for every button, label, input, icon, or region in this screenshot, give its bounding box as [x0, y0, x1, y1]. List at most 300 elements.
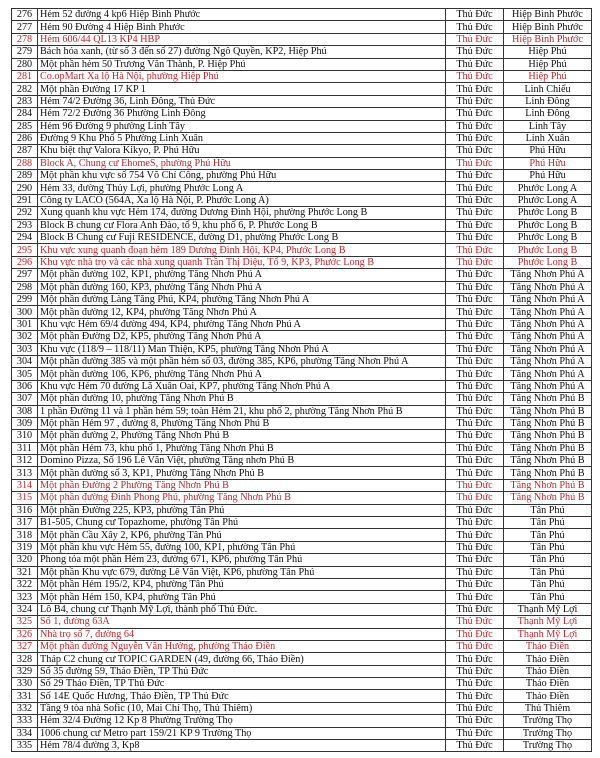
row-number: 319 — [12, 541, 38, 553]
table-row — [12, 207, 592, 219]
ward-cell: Thảo Điền — [504, 653, 592, 665]
district-cell: Thủ Đức — [446, 504, 504, 516]
table-row — [12, 467, 592, 479]
ward-cell: Trường Thọ — [504, 727, 592, 739]
row-number: 295 — [12, 244, 38, 256]
address-cell: Một phần đường 385 và một phần hẻm số 03, đường 385, KP6, phường Tăng Nhơn Phú A — [38, 355, 446, 367]
row-number: 303 — [12, 343, 38, 355]
table-row — [12, 33, 592, 45]
table-row — [12, 306, 592, 318]
address-cell: Block B Chung cư Fuji RESIDENCE, đường D1, phường Phước Long B — [38, 232, 446, 244]
address-cell: Khu vực (118/9 – 118/11) Man Thiện, KP5, phường Tăng Nhơn Phú A — [38, 343, 446, 355]
address-cell: Một phần đường Làng Tăng Phú, KP4, phường Tăng Nhơn Phú A — [38, 293, 446, 305]
row-number: 302 — [12, 331, 38, 343]
table-row — [12, 566, 592, 578]
district-cell: Thủ Đức — [446, 244, 504, 256]
address-cell: Hẻm 90 Đường 4 Hiệp Bình Phước — [38, 21, 446, 33]
address-cell: Khu vực xung quanh đoạn hẻm 189 Dương Đình Hội, KP4, Phước Long B — [38, 244, 446, 256]
ward-cell: Tăng Nhơn Phú A — [504, 318, 592, 330]
row-number: 276 — [12, 9, 38, 21]
row-number: 309 — [12, 417, 38, 429]
address-cell: Một phần đường 10, phường Tăng Nhơn Phú B — [38, 393, 446, 405]
row-number: 300 — [12, 306, 38, 318]
address-cell: Một phần Hẻm 150, KP4, phường Tân Phú — [38, 591, 446, 603]
district-cell: Thủ Đức — [446, 145, 504, 157]
address-cell: Một phần Đường D2, KP5, phường Tăng Nhơn Phú A — [38, 331, 446, 343]
district-cell: Thủ Đức — [446, 653, 504, 665]
table-row — [12, 504, 592, 516]
district-cell: Thủ Đức — [446, 529, 504, 541]
district-cell: Thủ Đức — [446, 170, 504, 182]
table-row — [12, 83, 592, 95]
district-cell: Thủ Đức — [446, 640, 504, 652]
table-row — [12, 430, 592, 442]
ward-cell: Tăng Nhơn Phú B — [504, 492, 592, 504]
table-row — [12, 442, 592, 454]
ward-cell: Linh Xuân — [504, 132, 592, 144]
ward-cell: Hiệp Phú — [504, 70, 592, 82]
row-number: 297 — [12, 269, 38, 281]
row-number: 304 — [12, 355, 38, 367]
table-row — [12, 194, 592, 206]
locations-table — [11, 8, 592, 752]
row-number: 332 — [12, 702, 38, 714]
ward-cell: Tăng Nhơn Phú A — [504, 343, 592, 355]
row-number: 316 — [12, 504, 38, 516]
row-number: 327 — [12, 640, 38, 652]
district-cell: Thủ Đức — [446, 678, 504, 690]
district-cell: Thủ Đức — [446, 517, 504, 529]
ward-cell: Phú Hữu — [504, 157, 592, 169]
ward-cell: Tăng Nhơn Phú B — [504, 467, 592, 479]
row-number: 326 — [12, 628, 38, 640]
table-row — [12, 318, 592, 330]
row-number: 286 — [12, 132, 38, 144]
row-number: 282 — [12, 83, 38, 95]
district-cell: Thủ Đức — [446, 430, 504, 442]
address-cell: Một phần đường Đình Phong Phú, phường Tăng Nhơn Phú B — [38, 492, 446, 504]
ward-cell: Phước Long B — [504, 232, 592, 244]
district-cell: Thủ Đức — [446, 194, 504, 206]
address-cell: Một phần đường 2, Phường Tăng Nhơn Phú B — [38, 430, 446, 442]
address-cell: Một phần hẻm 50 Trương Văn Thành, P. Hiệp Phú — [38, 58, 446, 70]
table-row — [12, 702, 592, 714]
ward-cell: Hiệp Bình Phước — [504, 33, 592, 45]
ward-cell: Tăng Nhơn Phú B — [504, 479, 592, 491]
address-cell: 1006 chung cư Metro part 159/21 KP 9 Trường Thọ — [38, 727, 446, 739]
ward-cell: Hiệp Phú — [504, 58, 592, 70]
ward-cell: Thạnh Mỹ Lợi — [504, 616, 592, 628]
district-cell: Thủ Đức — [446, 702, 504, 714]
district-cell: Thủ Đức — [446, 269, 504, 281]
district-cell: Thủ Đức — [446, 467, 504, 479]
row-number: 328 — [12, 653, 38, 665]
ward-cell: Hiệp Bình Phước — [504, 21, 592, 33]
row-number: 310 — [12, 430, 38, 442]
address-cell: Tầng 9 tòa nhà Sofic (10, Mai Chí Thọ, Thủ Thiêm) — [38, 702, 446, 714]
address-cell: Một phần đường 102, KP1, phường Tăng Nhơn Phú A — [38, 269, 446, 281]
address-cell: Hẻm 52 đường 4 kp6 Hiệp Bình Phước — [38, 9, 446, 21]
row-number: 315 — [12, 492, 38, 504]
ward-cell: Hiệp Bình Phước — [504, 9, 592, 21]
table-row — [12, 95, 592, 107]
table-row — [12, 405, 592, 417]
address-cell: Một phần Hẻm 73, khu phố 1, Phường Tăng Nhơn Phú B — [38, 442, 446, 454]
ward-cell: Trường Thọ — [504, 715, 592, 727]
table-row — [12, 690, 592, 702]
address-cell: Hẻm 33, đường Thủy Lợi, phường Phước Long A — [38, 182, 446, 194]
ward-cell: Tân Phú — [504, 566, 592, 578]
row-number: 279 — [12, 46, 38, 58]
ward-cell: Tân Phú — [504, 504, 592, 516]
table-row — [12, 21, 592, 33]
address-cell: Số 1, đường 63A — [38, 616, 446, 628]
row-number: 334 — [12, 727, 38, 739]
table-row — [12, 578, 592, 590]
address-cell: Đường 9 Khu Phố 5 Phường Linh Xuân — [38, 132, 446, 144]
row-number: 277 — [12, 21, 38, 33]
row-number: 317 — [12, 517, 38, 529]
table-row — [12, 281, 592, 293]
district-cell: Thủ Đức — [446, 46, 504, 58]
district-cell: Thủ Đức — [446, 442, 504, 454]
row-number: 293 — [12, 219, 38, 231]
table-row — [12, 603, 592, 615]
table-row — [12, 108, 592, 120]
table-row — [12, 219, 592, 231]
row-number: 313 — [12, 467, 38, 479]
row-number: 287 — [12, 145, 38, 157]
table-row — [12, 554, 592, 566]
district-cell: Thủ Đức — [446, 479, 504, 491]
ward-cell: Thạnh Mỹ Lợi — [504, 628, 592, 640]
district-cell: Thủ Đức — [446, 293, 504, 305]
row-number: 289 — [12, 170, 38, 182]
district-cell: Thủ Đức — [446, 70, 504, 82]
address-cell: Nhà trọ số 7, đường 64 — [38, 628, 446, 640]
row-number: 320 — [12, 554, 38, 566]
ward-cell: Tân Phú — [504, 591, 592, 603]
address-cell: Một phần khu vực Hẻm 55, đường 100, KP1, phường Tân Phú — [38, 541, 446, 553]
district-cell: Thủ Đức — [446, 355, 504, 367]
address-cell: Khu vực nhà trọ và các nhà xung quanh Trần Thị Diệu, Tổ 9, KP3, Phước Long B — [38, 256, 446, 268]
district-cell: Thủ Đức — [446, 108, 504, 120]
table-row — [12, 58, 592, 70]
row-number: 292 — [12, 207, 38, 219]
district-cell: Thủ Đức — [446, 256, 504, 268]
address-cell: Hẻm 78/4 đường 3, Kp8 — [38, 740, 446, 752]
table-row — [12, 157, 592, 169]
ward-cell: Phước Long B — [504, 219, 592, 231]
table-row — [12, 665, 592, 677]
address-cell: 1 phần Đường 11 và 1 phần hẻm 59; toàn Hẻm 21, khu phố 2, phường Tăng Nhơn Phú B — [38, 405, 446, 417]
district-cell: Thủ Đức — [446, 9, 504, 21]
district-cell: Thủ Đức — [446, 95, 504, 107]
ward-cell: Tăng Nhơn Phú A — [504, 380, 592, 392]
table-row — [12, 380, 592, 392]
row-number: 285 — [12, 120, 38, 132]
ward-cell: Phước Long A — [504, 182, 592, 194]
table-row — [12, 640, 592, 652]
row-number: 312 — [12, 455, 38, 467]
district-cell: Thủ Đức — [446, 665, 504, 677]
table-row — [12, 256, 592, 268]
row-number: 308 — [12, 405, 38, 417]
row-number: 323 — [12, 591, 38, 603]
row-number: 298 — [12, 281, 38, 293]
address-cell: B1-505, Chung cư Topazhome, phường Tân Phú — [38, 517, 446, 529]
row-number: 284 — [12, 108, 38, 120]
district-cell: Thủ Đức — [446, 628, 504, 640]
ward-cell: Tăng Nhơn Phú B — [504, 442, 592, 454]
table-row — [12, 541, 592, 553]
ward-cell: Thảo Điền — [504, 690, 592, 702]
table-row — [12, 628, 592, 640]
table-row — [12, 70, 592, 82]
district-cell: Thủ Đức — [446, 727, 504, 739]
ward-cell: Thảo Điền — [504, 678, 592, 690]
table-row — [12, 740, 592, 752]
row-number: 288 — [12, 157, 38, 169]
row-number: 324 — [12, 603, 38, 615]
ward-cell: Linh Đông — [504, 108, 592, 120]
ward-cell: Tăng Nhơn Phú A — [504, 293, 592, 305]
address-cell: Khu biệt thự Valora Kikyo, P. Phú Hữu — [38, 145, 446, 157]
table-row — [12, 269, 592, 281]
address-cell: Một phần đường 106, KP6, phường Tăng Nhơn Phú A — [38, 368, 446, 380]
address-cell: Hẻm 606/44 QL13 KP4 HBP — [38, 33, 446, 45]
address-cell: Số 35 đường 59, Thảo Điền, TP Thủ Đức — [38, 665, 446, 677]
row-number: 307 — [12, 393, 38, 405]
address-cell: Co.opMart Xa lộ Hà Nội, phường Hiệp Phú — [38, 70, 446, 82]
address-cell: Khu vực Hẻm 69/4 đường 494, KP4, phường Tăng Nhơn Phú A — [38, 318, 446, 330]
address-cell: Hẻm 32/4 Đường 12 Kp 8 Phường Trường Thọ — [38, 715, 446, 727]
district-cell: Thủ Đức — [446, 417, 504, 429]
table-row — [12, 678, 592, 690]
district-cell: Thủ Đức — [446, 554, 504, 566]
table-row — [12, 331, 592, 343]
table-row — [12, 368, 592, 380]
table-row — [12, 479, 592, 491]
address-cell: Lô B4, chung cư Thạnh Mỹ Lợi, thành phố Thủ Đức. — [38, 603, 446, 615]
table-row — [12, 616, 592, 628]
row-number: 281 — [12, 70, 38, 82]
district-cell: Thủ Đức — [446, 690, 504, 702]
address-cell: Một phần đường số 3, KP1, Phường Tăng Nhơn Phú B — [38, 467, 446, 479]
district-cell: Thủ Đức — [446, 232, 504, 244]
district-cell: Thủ Đức — [446, 343, 504, 355]
address-cell: Xung quanh khu vực Hẻm 174, đường Dương Đình Hội, phường Phước Long B — [38, 207, 446, 219]
ward-cell: Thủ Thiêm — [504, 702, 592, 714]
table-row — [12, 343, 592, 355]
ward-cell: Tăng Nhơn Phú B — [504, 455, 592, 467]
address-cell: Số 29 Thảo Điền, TP Thủ Đức — [38, 678, 446, 690]
ward-cell: Hiệp Phú — [504, 46, 592, 58]
row-number: 335 — [12, 740, 38, 752]
ward-cell: Linh Chiểu — [504, 83, 592, 95]
table-row — [12, 715, 592, 727]
district-cell: Thủ Đức — [446, 541, 504, 553]
table-row — [12, 653, 592, 665]
ward-cell: Thảo Điền — [504, 665, 592, 677]
district-cell: Thủ Đức — [446, 591, 504, 603]
row-number: 301 — [12, 318, 38, 330]
row-number: 330 — [12, 678, 38, 690]
table-row — [12, 417, 592, 429]
row-number: 278 — [12, 33, 38, 45]
ward-cell: Tăng Nhơn Phú A — [504, 306, 592, 318]
address-cell: Công ty LACO (564A, Xa lộ Hà Nội, P. Phước Long A) — [38, 194, 446, 206]
row-number: 283 — [12, 95, 38, 107]
row-number: 321 — [12, 566, 38, 578]
row-number: 296 — [12, 256, 38, 268]
ward-cell: Tăng Nhơn Phú B — [504, 417, 592, 429]
address-cell: Một phần Khu vực 679, đường Lê Văn Việt, KP6, phường Tân Phú — [38, 566, 446, 578]
table-row — [12, 492, 592, 504]
district-cell: Thủ Đức — [446, 120, 504, 132]
district-cell: Thủ Đức — [446, 306, 504, 318]
address-cell: Một phần Hẻm 195/2, KP4, phường Tân Phú — [38, 578, 446, 590]
ward-cell: Tân Phú — [504, 517, 592, 529]
ward-cell: Tăng Nhơn Phú A — [504, 269, 592, 281]
ward-cell: Tân Phú — [504, 554, 592, 566]
district-cell: Thủ Đức — [446, 33, 504, 45]
row-number: 329 — [12, 665, 38, 677]
row-number: 291 — [12, 194, 38, 206]
district-cell: Thủ Đức — [446, 393, 504, 405]
ward-cell: Tân Phú — [504, 529, 592, 541]
table-row — [12, 393, 592, 405]
ward-cell: Tăng Nhơn Phú A — [504, 355, 592, 367]
ward-cell: Tân Phú — [504, 541, 592, 553]
district-cell: Thủ Đức — [446, 405, 504, 417]
address-cell: Block A, Chung cư EhomeS, phường Phú Hữu — [38, 157, 446, 169]
district-cell: Thủ Đức — [446, 740, 504, 752]
row-number: 322 — [12, 578, 38, 590]
address-cell: Khu vực Hẻm 70 đường Lã Xuân Oai, KP7, phường Tăng Nhơn Phú A — [38, 380, 446, 392]
address-cell: Domino Pizza, Số 196 Lê Văn Việt, phường Tăng nhơn Phú B — [38, 455, 446, 467]
row-number: 290 — [12, 182, 38, 194]
district-cell: Thủ Đức — [446, 380, 504, 392]
table-row — [12, 293, 592, 305]
address-cell: Một phần Đường 17 KP 1 — [38, 83, 446, 95]
district-cell: Thủ Đức — [446, 603, 504, 615]
ward-cell: Phước Long B — [504, 244, 592, 256]
address-cell: Một phần Đường 225, KP3, phường Tân Phú — [38, 504, 446, 516]
table-row — [12, 182, 592, 194]
row-number: 294 — [12, 232, 38, 244]
ward-cell: Tăng Nhơn Phú B — [504, 393, 592, 405]
district-cell: Thủ Đức — [446, 83, 504, 95]
district-cell: Thủ Đức — [446, 21, 504, 33]
district-cell: Thủ Đức — [446, 368, 504, 380]
ward-cell: Phú Hữu — [504, 170, 592, 182]
ward-cell: Linh Đông — [504, 95, 592, 107]
row-number: 280 — [12, 58, 38, 70]
row-number: 325 — [12, 616, 38, 628]
ward-cell: Tăng Nhơn Phú A — [504, 331, 592, 343]
ward-cell: Thảo Điền — [504, 640, 592, 652]
address-cell: Một phần đường Nguyễn Văn Hưởng, phường Thảo Điền — [38, 640, 446, 652]
address-cell: Một phần Hẻm 97 , đường 8, Phường Tăng Nhơn Phú B — [38, 417, 446, 429]
table-row — [12, 727, 592, 739]
table-row — [12, 517, 592, 529]
district-cell: Thủ Đức — [446, 157, 504, 169]
table-row — [12, 244, 592, 256]
table-row — [12, 170, 592, 182]
address-cell: Một phần đường 160, KP3, phường Tăng Nhơn Phú A — [38, 281, 446, 293]
ward-cell: Trường Thọ — [504, 740, 592, 752]
table-body — [12, 9, 592, 752]
table-row — [12, 132, 592, 144]
ward-cell: Linh Tây — [504, 120, 592, 132]
address-cell: Phong tỏa một phần Hẻm 23, đường 671, KP6, phường Tân Phú — [38, 554, 446, 566]
district-cell: Thủ Đức — [446, 492, 504, 504]
row-number: 311 — [12, 442, 38, 454]
ward-cell: Tăng Nhơn Phú B — [504, 430, 592, 442]
row-number: 306 — [12, 380, 38, 392]
district-cell: Thủ Đức — [446, 566, 504, 578]
district-cell: Thủ Đức — [446, 58, 504, 70]
ward-cell: Tăng Nhơn Phú A — [504, 368, 592, 380]
address-cell: Hẻm 96 Đường 9 phường Linh Tây — [38, 120, 446, 132]
district-cell: Thủ Đức — [446, 219, 504, 231]
row-number: 318 — [12, 529, 38, 541]
address-cell: Block B chung cư Flora Anh Đào, tổ 9, khu phố 6, P. Phước Long B — [38, 219, 446, 231]
table-row — [12, 232, 592, 244]
district-cell: Thủ Đức — [446, 182, 504, 194]
ward-cell: Phước Long B — [504, 256, 592, 268]
row-number: 314 — [12, 479, 38, 491]
address-cell: Hẻm 74/2 Đường 36, Linh Đông, Thủ Đức — [38, 95, 446, 107]
district-cell: Thủ Đức — [446, 715, 504, 727]
district-cell: Thủ Đức — [446, 132, 504, 144]
table-row — [12, 591, 592, 603]
table-row — [12, 145, 592, 157]
ward-cell: Tân Phú — [504, 578, 592, 590]
row-number: 333 — [12, 715, 38, 727]
table-row — [12, 455, 592, 467]
district-cell: Thủ Đức — [446, 578, 504, 590]
ward-cell: Tăng Nhơn Phú B — [504, 405, 592, 417]
ward-cell: Phú Hữu — [504, 145, 592, 157]
ward-cell: Thạnh Mỹ Lợi — [504, 603, 592, 615]
district-cell: Thủ Đức — [446, 207, 504, 219]
row-number: 305 — [12, 368, 38, 380]
table-row — [12, 355, 592, 367]
table-row — [12, 529, 592, 541]
row-number: 299 — [12, 293, 38, 305]
address-cell: Một phần đường 12, KP4, phường Tăng Nhơn Phú A — [38, 306, 446, 318]
district-cell: Thủ Đức — [446, 281, 504, 293]
table-row — [12, 120, 592, 132]
district-cell: Thủ Đức — [446, 616, 504, 628]
address-cell: Một phần Cầu Xây 2, KP6, phường Tân Phú — [38, 529, 446, 541]
district-cell: Thủ Đức — [446, 331, 504, 343]
table-row — [12, 46, 592, 58]
address-cell: Hẻm 72/2 Đường 36 Phường Linh Đông — [38, 108, 446, 120]
district-cell: Thủ Đức — [446, 455, 504, 467]
ward-cell: Phước Long B — [504, 207, 592, 219]
table-row — [12, 9, 592, 21]
address-cell: Một phần khu vực số 754 Võ Chí Công, phường Phú Hữu — [38, 170, 446, 182]
district-cell: Thủ Đức — [446, 318, 504, 330]
ward-cell: Tăng Nhơn Phú A — [504, 281, 592, 293]
address-cell: Một phần Đường 2 Phường Tăng Nhơn Phú B — [38, 479, 446, 491]
ward-cell: Phước Long A — [504, 194, 592, 206]
address-cell: Số 14E Quốc Hương, Thảo Điền, TP Thủ Đức — [38, 690, 446, 702]
row-number: 331 — [12, 690, 38, 702]
